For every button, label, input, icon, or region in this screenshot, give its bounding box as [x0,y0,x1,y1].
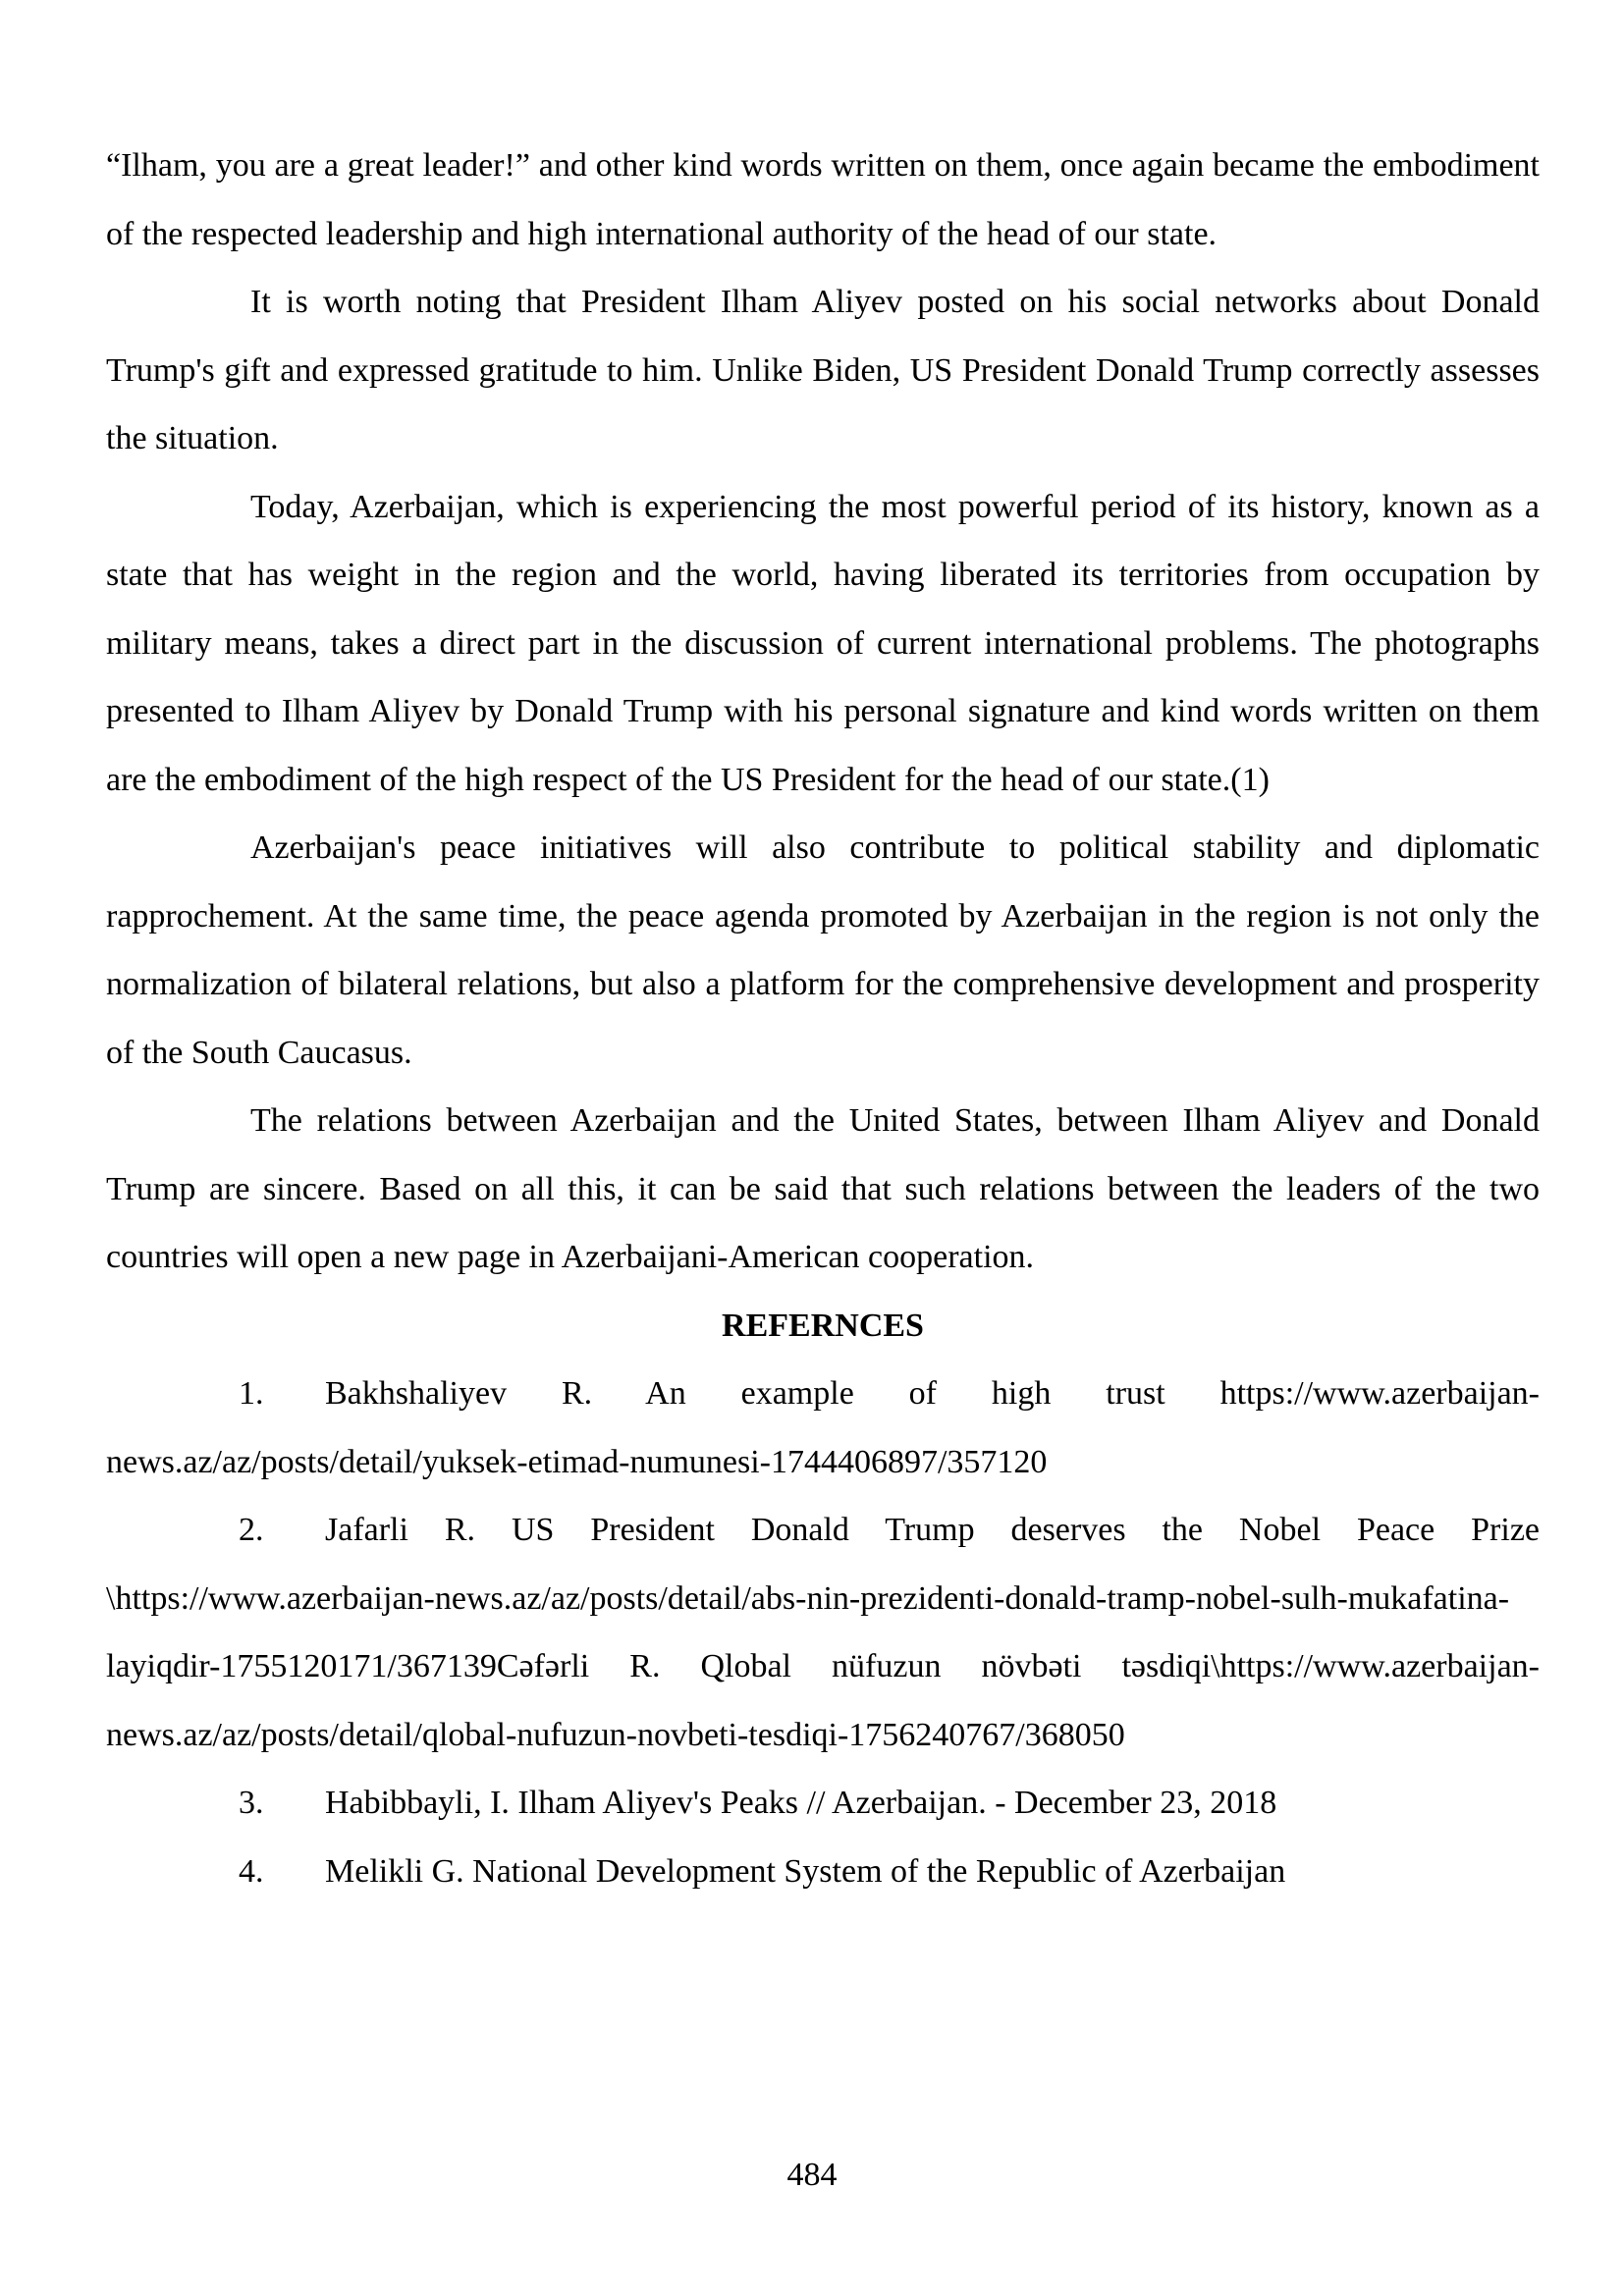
references-heading: REFERNCES [722,1307,924,1344]
body-paragraph: “Ilham, you are a great leader!” and other kind words written on them, once again became the embodiment of the respected leadership and high international authority of the head of our state. [106,147,1540,252]
body-paragraph: Azerbaijan's peace initiatives will also contribute to political stability and diplomatic rapprochement. At the same time, the peace agenda promoted by Azerbaijan in the region is not only the normalization of bilateral relations, but also a platform for the comprehensive development and prosperity of the South Caucasus. [106,829,1540,1071]
reference-text: Jafarli R. US President Donald Trump deserves the Nobel Peace Prize \https://www.azerbaijan-news.az/az/posts/detail/abs-nin-prezidenti-donald-tramp-nobel-sulh-mukafatina-layiqdir-1755120171/367139Cəfərli R. Qlobal nüfuzun növbəti təsdiqi\https://www.azerbaijan-news.az/az/posts/detail/qlobal-nufuzun-novbeti-tesdiqi-1756240767/368050 [106,1512,1540,1753]
reference-text: Habibbayli, I. Ilham Aliyev's Peaks // Azerbaijan. - December 23, 2018 [325,1785,1277,1821]
reference-item [106,1769,1540,1838]
reference-item [106,1360,1540,1496]
reference-text: Bakhshaliyev R. An example of high trust https://www.azerbaijan-news.az/az/posts/detail/yuksek-etimad-numunesi-1744406897/357120 [106,1375,1540,1480]
body-paragraph: The relations between Azerbaijan and the United States, between Ilham Aliyev and Donald Trump are sincere. Based on all this, it can be said that such relations between the leaders of the two countries will open a new page in Azerbaijani-American cooperation. [106,1102,1540,1275]
reference-item [106,1838,1540,1906]
reference-number: 4. [239,1852,264,1890]
page-number: 484 [786,2157,838,2193]
reference-item [106,1496,1540,1769]
reference-number: 2. [239,1512,264,1548]
reference-number: 3. [239,1785,264,1821]
body-paragraph: Today, Azerbaijan, which is experiencing the most powerful period of its history, known as a state that has weight in the region and the world, having liberated its territories from occupation by military means, takes a direct part in the discussion of current international problems. The photographs presented to Ilham Aliyev by Donald Trump with his personal signature and kind words written on them are the embodiment of the high respect of the US President for the head of our state.(1) [106,488,1540,798]
reference-text: Melikli G. National Development System of the Republic of Azerbaijan [325,1852,1286,1890]
body-paragraph: It is worth noting that President Ilham Aliyev posted on his social networks about Donald Trump's gift and expressed gratitude to him. Unlike Biden, US President Donald Trump correctly assesses the situation. [106,284,1540,456]
reference-number: 1. [239,1375,264,1412]
page-body-text [106,132,1540,1905]
